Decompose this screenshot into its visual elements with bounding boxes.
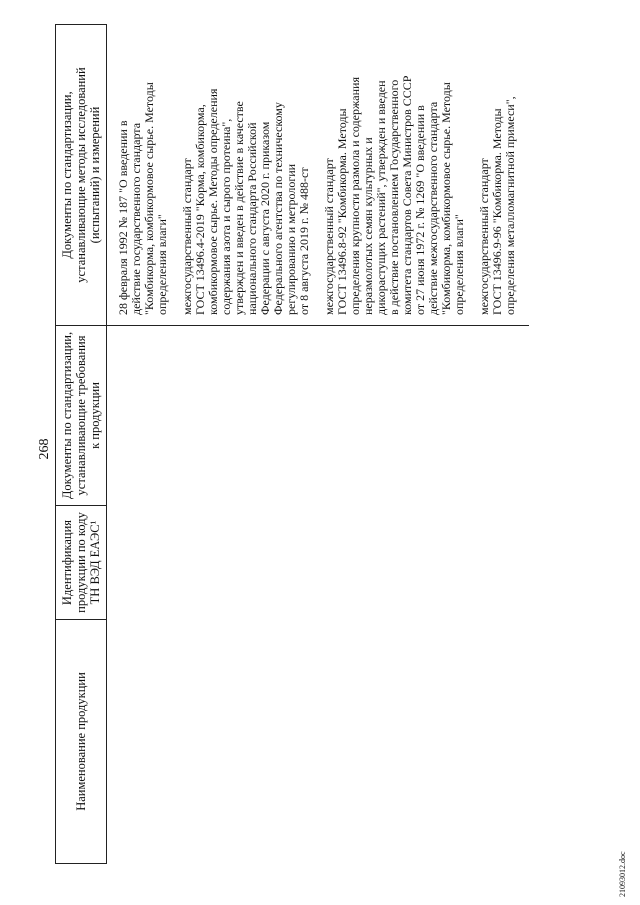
- standard-entry-line: дикорастущих растений", утвержден и введен: [374, 80, 388, 315]
- header-product-name: [56, 620, 107, 864]
- standard-entry: [181, 31, 311, 316]
- header-requirement-standards: [56, 326, 107, 506]
- header-method-standards-text: Документы по стандартизации, устанавливающие методы исследований (испытаний) и измерений: [60, 67, 102, 283]
- standard-entry: [323, 31, 466, 316]
- standard-entries-list: [117, 31, 517, 316]
- standard-entry-line: ГОСТ 13496.8-92 "Комбикорма. Методы: [335, 108, 349, 315]
- header-tn-ved-code: [56, 506, 107, 620]
- standard-entry-line: от 27 июня 1972 г. № 1269 "О введении в: [413, 105, 427, 315]
- standard-entry-line: действие межгосударственного стандарта: [426, 101, 440, 315]
- standard-entry-line: неразмолотых семян культурных и: [361, 137, 375, 315]
- standard-entry-line: содержания азота и сырого протеина",: [219, 118, 233, 315]
- standard-entry-line: определения влаги": [452, 214, 466, 315]
- header-requirement-standards-text: Документы по стандартизации, устанавливающие требования к продукции: [60, 331, 102, 500]
- page-number: 268: [37, 438, 52, 460]
- header-product-name-text: Наименование продукции: [74, 672, 88, 811]
- standard-entry-line: межгосударственный стандарт: [477, 158, 491, 315]
- standard-entry-line: ГОСТ 13496.4-2019 "Корма, комбикорма,: [193, 104, 207, 315]
- standard-entry-line: утвержден и введен в действие в качестве: [232, 101, 246, 315]
- standards-table: [55, 24, 529, 864]
- cell-method-standards: [107, 25, 530, 326]
- doc-filename: 21093012.doc: [618, 851, 627, 897]
- table-header-row: [56, 25, 107, 864]
- cell-requirement-standards: [107, 326, 530, 506]
- header-tn-ved-code-text: Идентификация продукции по коду ТН ВЭД ЕАЭС¹: [60, 512, 102, 613]
- standard-entry-line: от 8 августа 2019 г. № 488-ст: [297, 167, 311, 315]
- standard-entry-line: определения влаги": [155, 214, 169, 315]
- standard-entry: [117, 31, 169, 316]
- cell-tn-ved-code: [107, 506, 530, 620]
- standard-entry-line: комитета стандартов Совета Министров СССР: [400, 75, 414, 315]
- standard-entry-line: регулированию и метрологии: [284, 163, 298, 315]
- standard-entry-line: межгосударственный стандарт: [180, 158, 194, 315]
- standard-entry-line: 28 февраля 1992 № 187 "О введении в: [116, 120, 130, 315]
- standard-entry-line: Федерального агентства по техническому: [271, 102, 285, 315]
- standard-entry-line: определения металломагнитной примеси",: [503, 96, 517, 315]
- standard-entry-line: ГОСТ 13496.9-96 "Комбикорма. Методы: [490, 108, 504, 315]
- standard-entry-line: определения крупности размола и содержания: [348, 77, 362, 315]
- standard-entry: [478, 31, 517, 316]
- standard-entry-line: "Комбикорма, комбикормовое сырье. Методы: [439, 82, 453, 315]
- standard-entry-line: комбикормовое сырье. Методы определения: [206, 88, 220, 315]
- standard-entry-line: в действие постановлением Государственного: [387, 79, 401, 315]
- standard-entry-line: Федерации с августа 2020 г. приказом: [258, 121, 272, 315]
- standard-entry-line: национального стандарта Российской: [245, 122, 259, 315]
- standard-entry-line: "Комбикорма, комбикормовое сырье. Методы: [142, 82, 156, 315]
- cell-product-name: [107, 620, 530, 864]
- header-method-standards: [56, 25, 107, 326]
- standard-entry-line: межгосударственный стандарт: [322, 158, 336, 315]
- standard-entry-line: действие государственного стандарта: [129, 122, 143, 315]
- table-row: [107, 25, 530, 864]
